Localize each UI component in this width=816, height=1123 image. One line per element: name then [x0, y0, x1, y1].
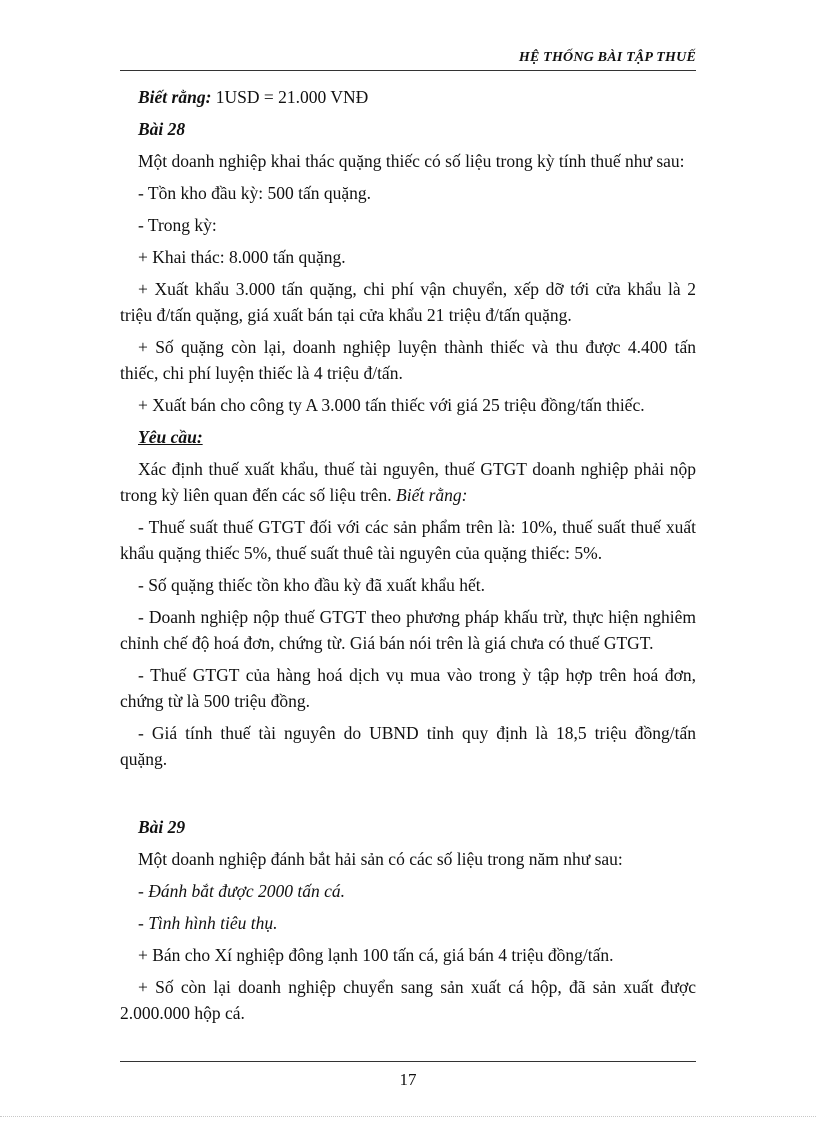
footer-divider: [120, 1061, 696, 1062]
bai28-item: + Khai thác: 8.000 tấn quặng.: [138, 247, 346, 267]
bai28-note: - Số quặng thiếc tồn kho đầu kỳ đã xuất khẩu hết.: [138, 575, 486, 595]
page-number: 17: [399, 1070, 417, 1089]
bai29-item: + Số còn lại doanh nghiệp chuyển sang sản xuất cá hộp, đã sản xuất được 2.000.000 hộp cá.: [120, 977, 696, 1023]
page-edge-dotted-line: [0, 1116, 816, 1117]
bai28-item: + Xuất bán cho công ty A 3.000 tấn thiếc với giá 25 triệu đồng/tấn thiếc.: [138, 395, 645, 415]
bai28-item: + Số quặng còn lại, doanh nghiệp luyện thành thiếc và thu được 4.400 tấn thiếc, chi phí luyện thiếc là 4 triệu đ/tấn.: [120, 337, 696, 383]
bai28-title: Bài 28: [138, 119, 186, 139]
requirement-text: [120, 456, 696, 508]
bai29-italic-item: - Tình hình tiêu thụ.: [138, 913, 278, 933]
header-title: HỆ THỐNG BÀI TẬP THUẾ: [518, 50, 696, 65]
bai28-note: - Giá tính thuế tài nguyên do UBND tỉnh quy định là 18,5 triệu đồng/tấn quặng.: [120, 723, 696, 769]
requirement-heading: [120, 424, 696, 450]
page-header: [120, 48, 696, 71]
bai28-note: - Thuế suất thuế GTGT đối với các sản phẩm trên là: 10%, thuế suất thuế xuất khẩu quặng thiếc 5%, thuế suất thuê tài nguyên của quặng thiếc: 5%.: [120, 517, 696, 563]
bai28-item: + Xuất khẩu 3.000 tấn quặng, chi phí vận chuyển, xếp dỡ tới cửa khẩu là 2 triệu đ/tấn quặng, giá xuất bán tại cửa khẩu 21 triệu đ/tấn quặng.: [120, 279, 696, 325]
exchange-rate-text: 1USD = 21.000 VNĐ: [211, 87, 369, 107]
bai28-item: - Tồn kho đầu kỳ: 500 tấn quặng.: [138, 183, 371, 203]
bai29-item: + Bán cho Xí nghiệp đông lạnh 100 tấn cá, giá bán 4 triệu đồng/tấn.: [138, 945, 614, 965]
requirement-label: Yêu cầu:: [138, 427, 203, 447]
requirement-body: Xác định thuế xuất khẩu, thuế tài nguyên, thuế GTGT doanh nghiệp phải nộp trong kỳ liên quan đến các số liệu trên.: [120, 459, 696, 505]
bai29-italic-item: - Đánh bắt được 2000 tấn cá.: [138, 881, 345, 901]
bai29-intro: Một doanh nghiệp đánh bắt hải sản có các số liệu trong năm như sau:: [138, 849, 623, 869]
bai28-note: - Thuế GTGT của hàng hoá dịch vụ mua vào trong ỳ tập hợp trên hoá đơn, chứng từ là 500 triệu đồng.: [120, 665, 696, 711]
page-content: [120, 84, 696, 1026]
requirement-italic: Biết rằng:: [396, 485, 468, 505]
exchange-rate-line: [120, 84, 696, 110]
bai29-title: Bài 29: [138, 817, 186, 837]
bai28-intro: Một doanh nghiệp khai thác quặng thiếc có số liệu trong kỳ tính thuế như sau:: [138, 151, 685, 171]
bai28-item: - Trong kỳ:: [138, 215, 217, 235]
bai28-note: - Doanh nghiệp nộp thuế GTGT theo phương pháp khấu trừ, thực hiện nghiêm chỉnh chế độ hoá đơn, chứng từ. Giá bán nói trên là giá chưa có thuế GTGT.: [120, 607, 696, 653]
exchange-rate-label: Biết rằng:: [138, 87, 212, 107]
